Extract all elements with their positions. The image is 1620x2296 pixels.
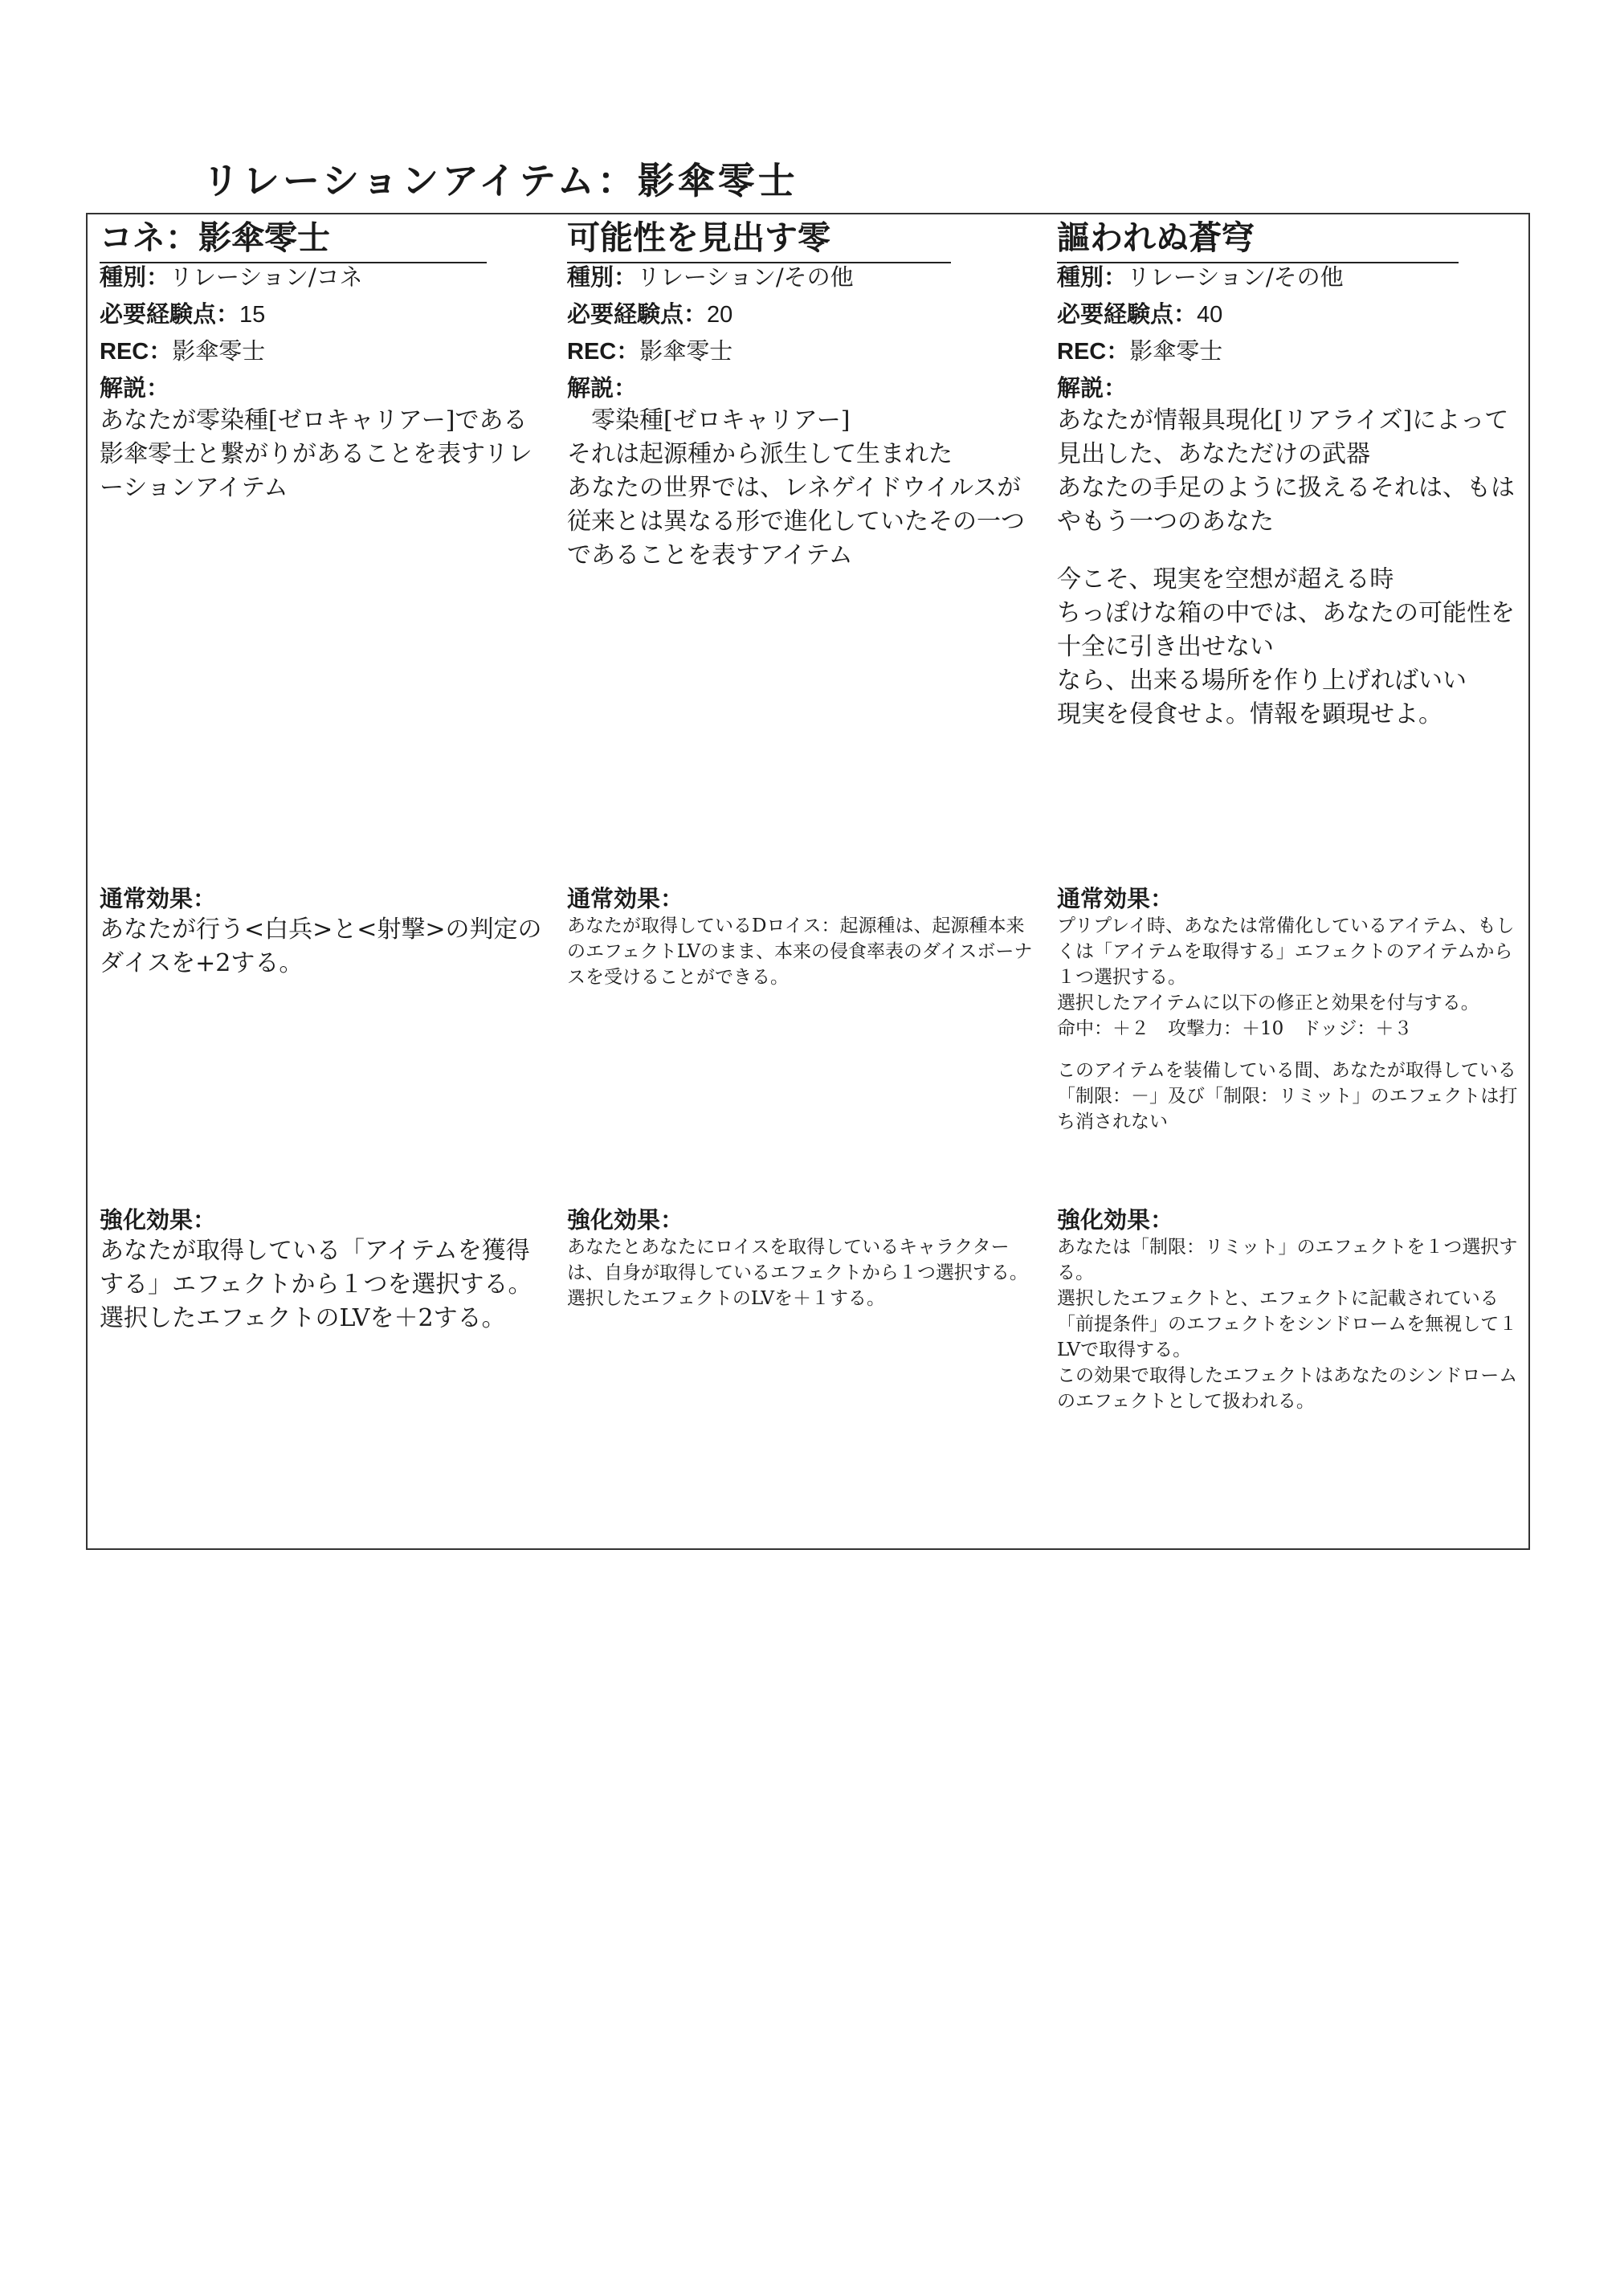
- type-line: [100, 259, 545, 296]
- type-value: リレーション/その他: [637, 263, 854, 291]
- exp-value: 20: [707, 302, 733, 328]
- description: [1057, 404, 1531, 732]
- normal-effect-line: このアイテムを装備している間、あなたが取得している「制限：－」及び「制限：リミット」のエフェクトは打ち消されない: [1057, 1060, 1518, 1132]
- enhanced-effect-label: 強化効果：: [567, 1208, 684, 1234]
- description-line: 今こそ、現実を空想が超える時: [1057, 565, 1394, 593]
- item-column-2: [567, 213, 1041, 1550]
- normal-effect-label: 通常効果：: [100, 887, 217, 912]
- description-line: ちっぽけな箱の中では、あなたの可能性を十全に引き出せない: [1057, 599, 1515, 661]
- normal-effect: [100, 913, 545, 981]
- enhanced-effect-line: 選択したエフェクトと、エフェクトに記載されている「前提条件」のエフェクトをシンドロームを無視して１LVで取得する。: [1057, 1288, 1518, 1360]
- desc-label-line: [567, 370, 1041, 407]
- enhanced-effect-line: 選択したエフェクトのLVを＋2する。: [100, 1304, 506, 1332]
- description: [100, 404, 545, 505]
- item-title: 謳われぬ蒼穹: [1057, 218, 1255, 257]
- rec-line: [1057, 333, 1531, 370]
- rec-line: [567, 333, 1041, 370]
- page-title: リレーションアイテム：影傘零士: [202, 159, 798, 202]
- item-meta: [1057, 259, 1531, 407]
- rec-label: REC：: [1057, 339, 1130, 365]
- enhanced-effect: [567, 1234, 1041, 1311]
- rec-label: REC：: [100, 339, 173, 365]
- normal-effect-line: 命中：＋２ 攻撃力：＋10 ドッジ：＋３: [1057, 1018, 1413, 1039]
- normal-effect: [1057, 913, 1531, 1135]
- exp-line: [1057, 296, 1531, 333]
- normal-effect-line: あなたが取得しているDロイス：起源種は、起源種本来のエフェクトLVのまま、本来の侵食率表のダイスボーナスを受けることができる。: [567, 916, 1033, 988]
- enhanced-effect-line: この効果で取得したエフェクトはあなたのシンドロームのエフェクトとして扱われる。: [1057, 1365, 1518, 1412]
- enhanced-effect-line: 選択したエフェクトのLVを＋１する。: [567, 1288, 886, 1309]
- description-line: あなたが零染種[ゼロキャリアー]である影傘零士と繋がりがあることを表すリレーションアイテム: [100, 406, 533, 502]
- description-line: 零染種[ゼロキャリアー]: [567, 406, 851, 434]
- item-meta: [100, 259, 545, 407]
- description-line: あなたの手足のように扱えるそれは、もはやもう一つのあなた: [1057, 474, 1515, 536]
- enhanced-effect: [1057, 1234, 1531, 1414]
- enhanced-effect: [100, 1234, 545, 1336]
- description-line: あなたの世界では、レネゲイドウイルスが従来とは異なる形で進化していたその一つであることを表すアイテム: [567, 474, 1025, 569]
- description-line: なら、出来る場所を作り上げればいい: [1057, 667, 1467, 695]
- type-line: [1057, 259, 1531, 296]
- enhanced-effect-line: あなたが取得している「アイテムを獲得する」エフェクトから１つを選択する。: [100, 1237, 533, 1299]
- exp-value: 15: [239, 302, 266, 328]
- rec-value: 影傘零士: [1129, 337, 1223, 365]
- item-meta: [567, 259, 1041, 407]
- desc-label: 解説：: [567, 376, 638, 402]
- rec-value: 影傘零士: [172, 337, 266, 365]
- type-label: 種別：: [567, 265, 638, 291]
- normal-effect-label: 通常効果：: [1057, 887, 1174, 912]
- enhanced-effect-line: あなたとあなたにロイスを取得しているキャラクターは、自身が取得しているエフェクトから１つ選択する。: [567, 1237, 1028, 1283]
- exp-label: 必要経験点：: [1057, 302, 1198, 328]
- item-column-3: [1057, 213, 1531, 1550]
- description-line: あなたが情報具現化[リアライズ]によって見出した、あなただけの武器: [1057, 406, 1509, 468]
- enhanced-effect-label: 強化効果：: [100, 1208, 217, 1234]
- enhanced-effect-label: 強化効果：: [1057, 1208, 1174, 1234]
- item-title: 可能性を見出す零: [567, 218, 830, 257]
- item-column-1: [100, 213, 545, 1550]
- enhanced-effect-line: あなたは「制限：リミット」のエフェクトを１つ選択する。: [1057, 1237, 1518, 1283]
- type-line: [567, 259, 1041, 296]
- normal-effect-line: プリプレイ時、あなたは常備化しているアイテム、もしくは「アイテムを取得する」エフェクトのアイテムから１つ選択する。: [1057, 916, 1515, 988]
- normal-effect: [567, 913, 1041, 990]
- desc-label-line: [100, 370, 545, 407]
- type-value: リレーション/コネ: [169, 263, 363, 291]
- desc-label: 解説：: [1057, 376, 1128, 402]
- desc-label: 解説：: [100, 376, 170, 402]
- description-line: それは起源種から派生して生まれた: [567, 440, 953, 468]
- desc-label-line: [1057, 370, 1531, 407]
- rec-label: REC：: [567, 339, 640, 365]
- description-line: 現実を侵食せよ。情報を顕現せよ。: [1057, 700, 1442, 728]
- rec-line: [100, 333, 545, 370]
- rec-value: 影傘零士: [639, 337, 733, 365]
- type-label: 種別：: [100, 265, 170, 291]
- exp-label: 必要経験点：: [567, 302, 708, 328]
- exp-line: [100, 296, 545, 333]
- normal-effect-label: 通常効果：: [567, 887, 684, 912]
- normal-effect-line: あなたが行う<白兵>と<射撃>の判定のダイスを+2する。: [100, 916, 542, 977]
- type-value: リレーション/その他: [1127, 263, 1344, 291]
- exp-line: [567, 296, 1041, 333]
- normal-effect-line: 選択したアイテムに以下の修正と効果を付与する。: [1057, 993, 1479, 1013]
- type-label: 種別：: [1057, 265, 1128, 291]
- exp-value: 40: [1197, 302, 1223, 328]
- item-title: コネ：影傘零士: [100, 218, 330, 257]
- exp-label: 必要経験点：: [100, 302, 240, 328]
- description: [567, 404, 1041, 573]
